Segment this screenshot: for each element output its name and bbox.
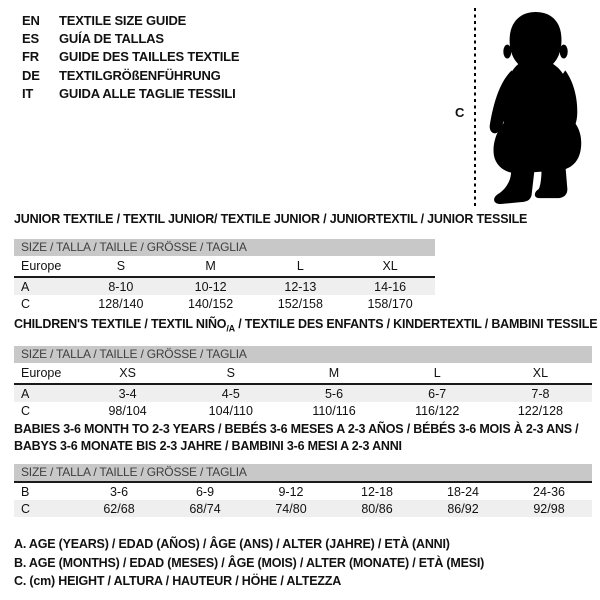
- value-cell: 98/104: [108, 403, 147, 418]
- row-label: C: [21, 403, 31, 418]
- value-cell: 158/170: [367, 296, 413, 311]
- size-cell: XL: [382, 259, 398, 273]
- value-cell: 6-7: [428, 386, 447, 401]
- footnote-a: A. AGE (YEARS) / EDAD (AÑOS) / ÂGE (ANS) / ALTER (JAHRE) / ETÀ (ANNI): [14, 537, 450, 551]
- junior-section-title: JUNIOR TEXTILE / TEXTIL JUNIOR/ TEXTILE JUNIOR / JUNIORTEXTIL / JUNIOR TESSILE: [14, 212, 528, 226]
- children-size-table: [14, 346, 592, 419]
- row-label: B: [21, 484, 30, 499]
- babies-age-row: [14, 483, 592, 500]
- babies-section-title-line1: BABIES 3-6 MONTH TO 2-3 YEARS / BEBÉS 3-6 MESES A 2-3 AÑOS / BÉBÉS 3-6 MOIS À 2-3 ANS /: [14, 422, 579, 436]
- value-cell: 80/86: [361, 501, 393, 516]
- value-cell: 3-6: [109, 484, 129, 499]
- language-code: FR: [22, 49, 39, 65]
- language-code: EN: [22, 12, 40, 28]
- language-label: TEXTILE SIZE GUIDE: [59, 12, 187, 28]
- language-code: ES: [22, 31, 39, 47]
- value-cell: 14-16: [374, 279, 407, 294]
- babies-section-title-line2: BABYS 3-6 MONATE BIS 2-3 JAHRE / BAMBINI 3-6 MESI A 2-3 ANNI: [14, 439, 402, 453]
- children-title-suffix: / TEXTILE DES ENFANTS / KINDERTEXTIL / BAMBINI TESSILE: [234, 317, 598, 331]
- junior-sizes-row: [14, 256, 435, 278]
- children-height-row: [14, 402, 592, 419]
- value-cell: 86/92: [447, 501, 479, 516]
- value-cell: 74/80: [275, 501, 307, 516]
- language-row-fr: [22, 48, 239, 66]
- value-cell: 62/68: [103, 501, 135, 516]
- babies-size-table: [14, 464, 592, 517]
- value-cell: 24-36: [533, 484, 565, 499]
- language-label: GUÍA DE TALLAS: [59, 31, 164, 47]
- footnote-c: C. (cm) HEIGHT / ALTURA / HAUTEUR / HÖHE / ALTEZZA: [14, 574, 342, 588]
- value-cell: 10-12: [194, 279, 227, 294]
- value-cell: 7-8: [531, 386, 550, 401]
- value-cell: 92/98: [533, 501, 565, 516]
- size-cell: M: [205, 259, 216, 273]
- size-header-bar: SIZE / TALLA / TAILLE / GRÖSSE / TAGLIA: [14, 346, 592, 363]
- children-sizes-row: [14, 363, 592, 385]
- height-measure-label: C: [455, 105, 465, 120]
- junior-height-row: [14, 295, 435, 312]
- size-cell: L: [433, 366, 441, 380]
- value-cell: 9-12: [278, 484, 304, 499]
- language-row-de: [22, 66, 239, 84]
- value-cell: 152/158: [277, 296, 323, 311]
- value-cell: 122/128: [517, 403, 563, 418]
- size-cell: S: [116, 259, 126, 273]
- junior-age-row: [14, 278, 435, 295]
- size-cell: S: [226, 366, 235, 380]
- size-header-bar: SIZE / TALLA / TAILLE / GRÖSSE / TAGLIA: [14, 464, 592, 483]
- toddler-silhouette-icon: [478, 9, 599, 209]
- size-header-bar: SIZE / TALLA / TAILLE / GRÖSSE / TAGLIA: [14, 239, 435, 256]
- value-cell: 128/140: [98, 296, 144, 311]
- height-measure-dashed-line: [474, 8, 476, 207]
- row-label: C: [21, 501, 31, 516]
- row-label: C: [21, 296, 31, 311]
- value-cell: 8-10: [108, 279, 134, 294]
- language-label: TEXTILGRÖßENFÜHRUNG: [59, 67, 221, 83]
- value-cell: 5-6: [324, 386, 344, 401]
- row-label: A: [21, 279, 30, 294]
- children-title-subscript: /A: [226, 323, 235, 334]
- babies-height-row: [14, 500, 592, 517]
- language-row-es: [22, 29, 239, 47]
- size-cell: M: [328, 366, 340, 380]
- language-label: GUIDA ALLE TAGLIE TESSILI: [59, 86, 236, 102]
- value-cell: 116/122: [415, 403, 460, 418]
- value-cell: 140/152: [188, 296, 234, 311]
- language-code: DE: [22, 67, 40, 83]
- language-label: GUIDE DES TAILLES TEXTILE: [59, 49, 240, 65]
- value-cell: 18-24: [447, 484, 479, 499]
- size-cell: L: [296, 259, 304, 273]
- row-label: A: [21, 386, 30, 401]
- value-cell: 6-9: [195, 484, 215, 499]
- value-cell: 110/116: [312, 403, 356, 418]
- value-cell: 12-18: [361, 484, 393, 499]
- size-cell: XS: [119, 366, 136, 380]
- value-cell: 12-13: [284, 279, 317, 294]
- footnotes-block: [14, 535, 484, 591]
- language-title-block: [22, 11, 239, 103]
- value-cell: 104/110: [208, 403, 253, 418]
- language-code: IT: [22, 86, 34, 102]
- children-title-prefix: CHILDREN'S TEXTILE / TEXTIL NIÑO: [14, 317, 227, 331]
- value-cell: 68/74: [189, 501, 221, 516]
- region-label: Europe: [21, 366, 62, 380]
- language-row-it: [22, 85, 239, 103]
- value-cell: 4-5: [221, 386, 240, 401]
- region-label: Europe: [21, 259, 62, 273]
- value-cell: 3-4: [118, 386, 137, 401]
- children-section-title: [14, 317, 597, 334]
- language-row-en: [22, 11, 239, 29]
- size-cell: XL: [532, 366, 549, 380]
- junior-size-table: [14, 239, 435, 312]
- children-age-row: [14, 385, 592, 402]
- footnote-b: B. AGE (MONTHS) / EDAD (MESES) / ÂGE (MOIS) / ALTER (MONATE) / ETÀ (MESI): [14, 555, 485, 570]
